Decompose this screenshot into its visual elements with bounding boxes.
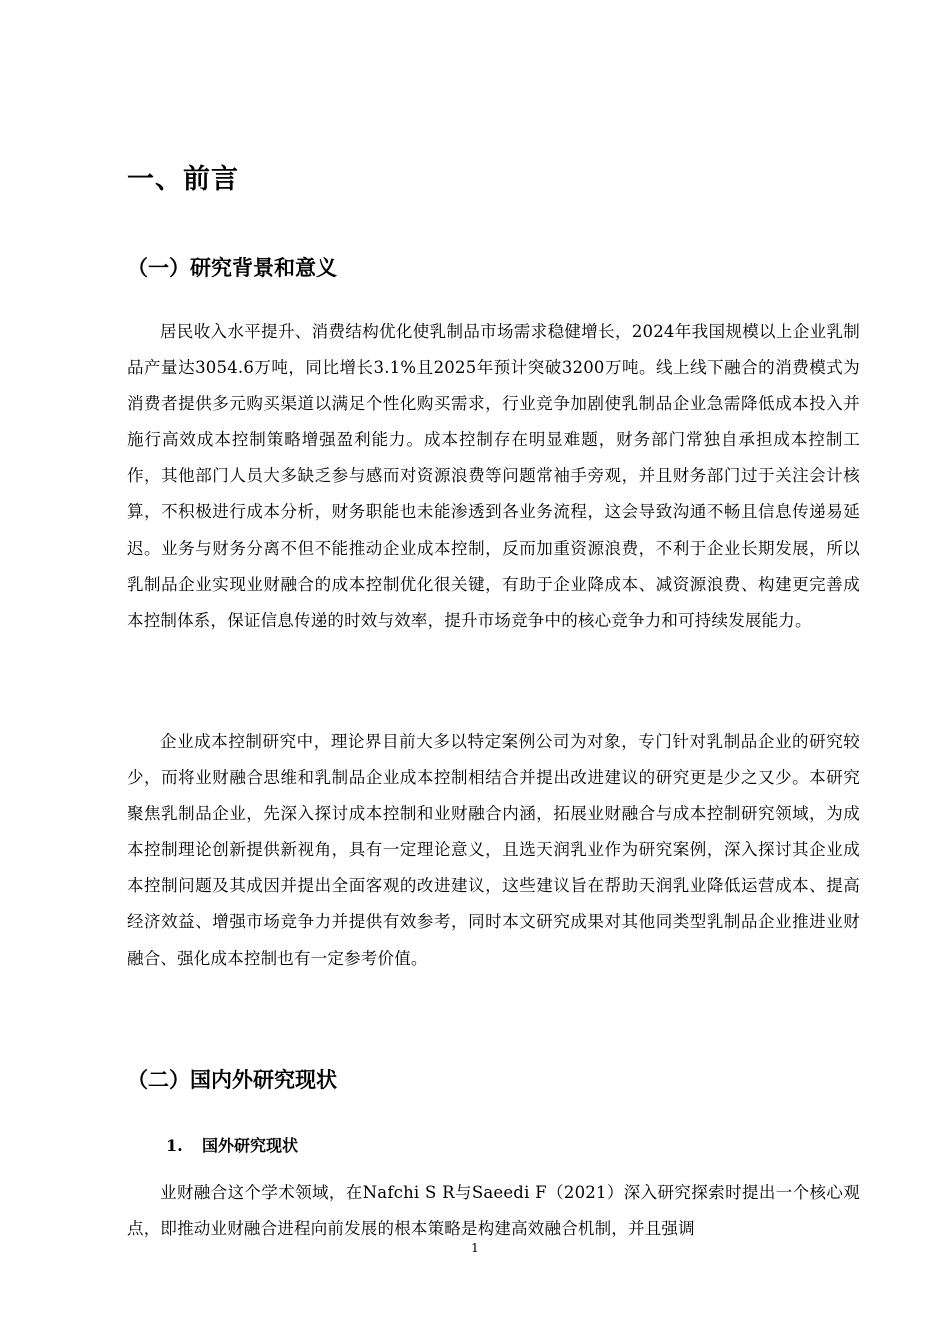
- section-heading-background: （一）研究背景和意义: [127, 256, 337, 280]
- page-number: 1: [471, 1241, 479, 1255]
- subsection-heading-foreign-research: [166, 1132, 298, 1160]
- section-heading-research-status: （二）国内外研究现状: [127, 1068, 337, 1092]
- subsection-title: 国外研究现状: [202, 1136, 299, 1155]
- chapter-heading: 一、前言: [127, 164, 239, 195]
- paragraph-foreign-research: 业财融合这个学术领域，在Nafchi S R与Saeedi F（2021）深入研究探索时提出一个核心观点，即推动业财融合进程向前发展的根本策略是构建高效融合机制，并且强调: [127, 1183, 860, 1239]
- subsection-number: 1.: [166, 1136, 183, 1155]
- paragraph-research-significance: 企业成本控制研究中，理论界目前大多以特定案例公司为对象，专门针对乳制品企业的研究较少，而将业财融合思维和乳制品企业成本控制相结合并提出改进建议的研究更是少之又少。本研究聚焦乳制品企业，先深入探讨成本控制和业财融合内涵，拓展业财融合与成本控制研究领域，为成本控制理论创新提供新视角，具有一定理论意义，且选天润乳业作为研究案例，深入探讨其企业成本控制问题及其成因并提出全面客观的改进建议，这些建议旨在帮助天润乳业降低运营成本、提高经济效益、增强市场竞争力并提供有效参考，同时本文研究成果对其他同类型乳制品企业推进业财融合、强化成本控制也有一定参考价值。: [127, 732, 860, 968]
- paragraph-background: 居民收入水平提升、消费结构优化使乳制品市场需求稳健增长，2024年我国规模以上企业乳制品产量达3054.6万吨，同比增长3.1%且2025年预计突破3200万吨。线上线下融合的消费模式为消费者提供多元购买渠道以满足个性化购买需求，行业竞争加剧使乳制品企业急需降低成本投入并施行高效成本控制策略增强盈利能力。成本控制存在明显难题，财务部门常独自承担成本控制工作，其他部门人员大多缺乏参与感而对资源浪费等问题常袖手旁观，并且财务部门过于关注会计核算，不积极进行成本分析，财务职能也未能渗透到各业务流程，这会导致沟通不畅且信息传递易延迟。业务与财务分离不但不能推动企业成本控制，反而加重资源浪费，不利于企业长期发展，所以乳制品企业实现业财融合的成本控制优化很关键，有助于企业降成本、减资源浪费、构建更完善成本控制体系，保证信息传递的时效与效率，提升市场竞争中的核心竞争力和可持续发展能力。: [127, 322, 860, 630]
